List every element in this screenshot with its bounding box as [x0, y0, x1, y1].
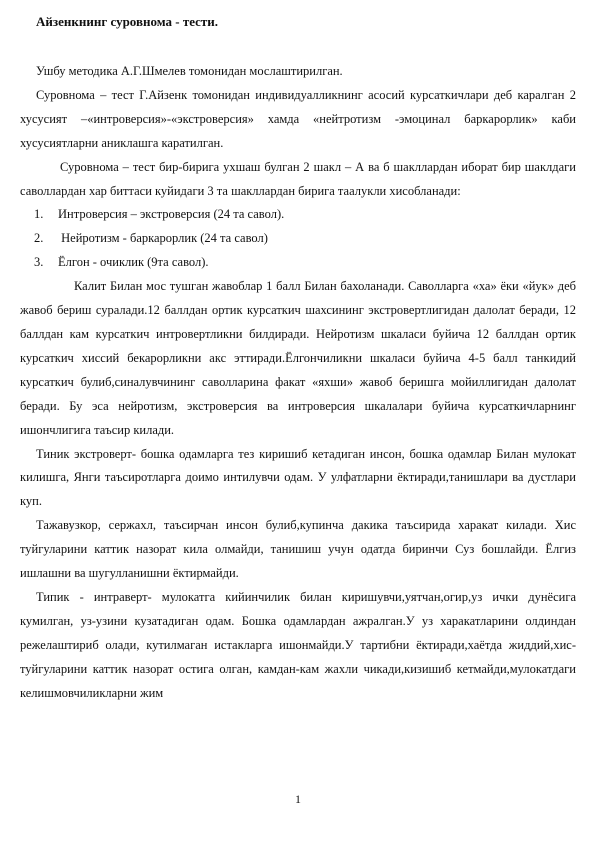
introvert-paragraph: Типик - интраверт- мулокатга кийинчилик билан киришувчи,уятчан,огир,уз ички дунёсига кумилган, уз-узини кузатадиган одам. Бошка одамлардан ажралган.У уз харакатларини олдиндан режелаштириб олади, кутилмаган истакларга ишонмайди.У тартибни ёктиради,хаётда жиддий,хис-туйгуларини каттик назорат остига олган, камдан-кам жахли чикади,кизишиб кетмайди,мулокатдаги келишмовчиликларни жим: [20, 589, 576, 700]
description-paragraph: Суровнома – тест Г.Айзенк томонидан индивидуалликнинг асосий курсаткичлари деб каралган 2 хусусият –«интроверсия»-«экстроверсия» хамда «нейтротизм -эмоцинал баркарорлик» каби хусусиятларни аниклашга каратилган.: [20, 87, 576, 150]
forms-paragraph: Суровнома – тест бир-бирига ухшаш булган 2 шакл – А ва б шакллардан иборат бир шаклдаги саволлардан хар биттаси куйидаги 3 та шакллардан бирига таалукли хисобланади:: [20, 159, 576, 198]
list-text: Интроверсия – экстроверсия (24 та савол).: [58, 207, 285, 222]
intro-paragraph: Ушбу методика А.Г.Шмелев томонидан мослаштирилган.: [36, 64, 343, 78]
document-body: [20, 60, 576, 705]
scales-list: [20, 203, 576, 275]
scoring-paragraph: Калит Билан мос тушган жавоблар 1 балл Билан бахоланади. Саволларга «ха» ёки «йук» деб жавоб бериш суралади.12 баллдан ортик курсаткич шахсининг экстровертлигидан далолат беради, 12 баллдан кам курсаткич интровертликни билдиради. Нейротизм шкаласи буйича 12 баллдан ортик курсаткич хиссий бекарорликни акс эттиради.Ёлгончиликни шкаласи буйича 4-5 балл танкидий курсаткич булиб,синалувчининг саволларина факат «яхши» жавоб беришга мойиллигидан далолат беради. Бу эса нейротизм, экстроверсия ва интроверсия шкалалари буйича курсаткичларнинг ишончлигига таъсир килади.: [20, 279, 576, 437]
list-number: 3.: [34, 255, 44, 270]
list-item: [20, 227, 576, 251]
list-number: 2.: [34, 231, 44, 246]
extrovert-paragraph: Тиник экстроверт- бошка одамларга тез киришиб кетадиган инсон, бошка одамлар Билан мулокат килишга, Янги таъсиротларга доимо интилувчи одам. У улфатларни ёктиради,танишлари ва дустлари куп.: [20, 446, 576, 509]
list-item: [20, 203, 576, 227]
list-text: Нейротизм - баркарорлик (24 та савол): [58, 231, 268, 246]
aggressive-paragraph: Тажавузкор, сержахл, таъсирчан инсон булиб,купинча дакика таъсирида харакат килади. Хис туйгуларини каттик назорат кила олмайди, танишиш учун одатда биринчи Суз бошлайди. Ёлгиз ишлашни ва шугулланишни ёктирмайди.: [20, 518, 576, 581]
list-item: [20, 251, 576, 275]
page-number: 1: [295, 792, 301, 806]
list-number: 1.: [34, 207, 44, 222]
document-title: Айзенкнинг суровнома - тести.: [36, 14, 219, 29]
list-text: Ёлгон - очиклик (9та савол).: [58, 255, 209, 270]
